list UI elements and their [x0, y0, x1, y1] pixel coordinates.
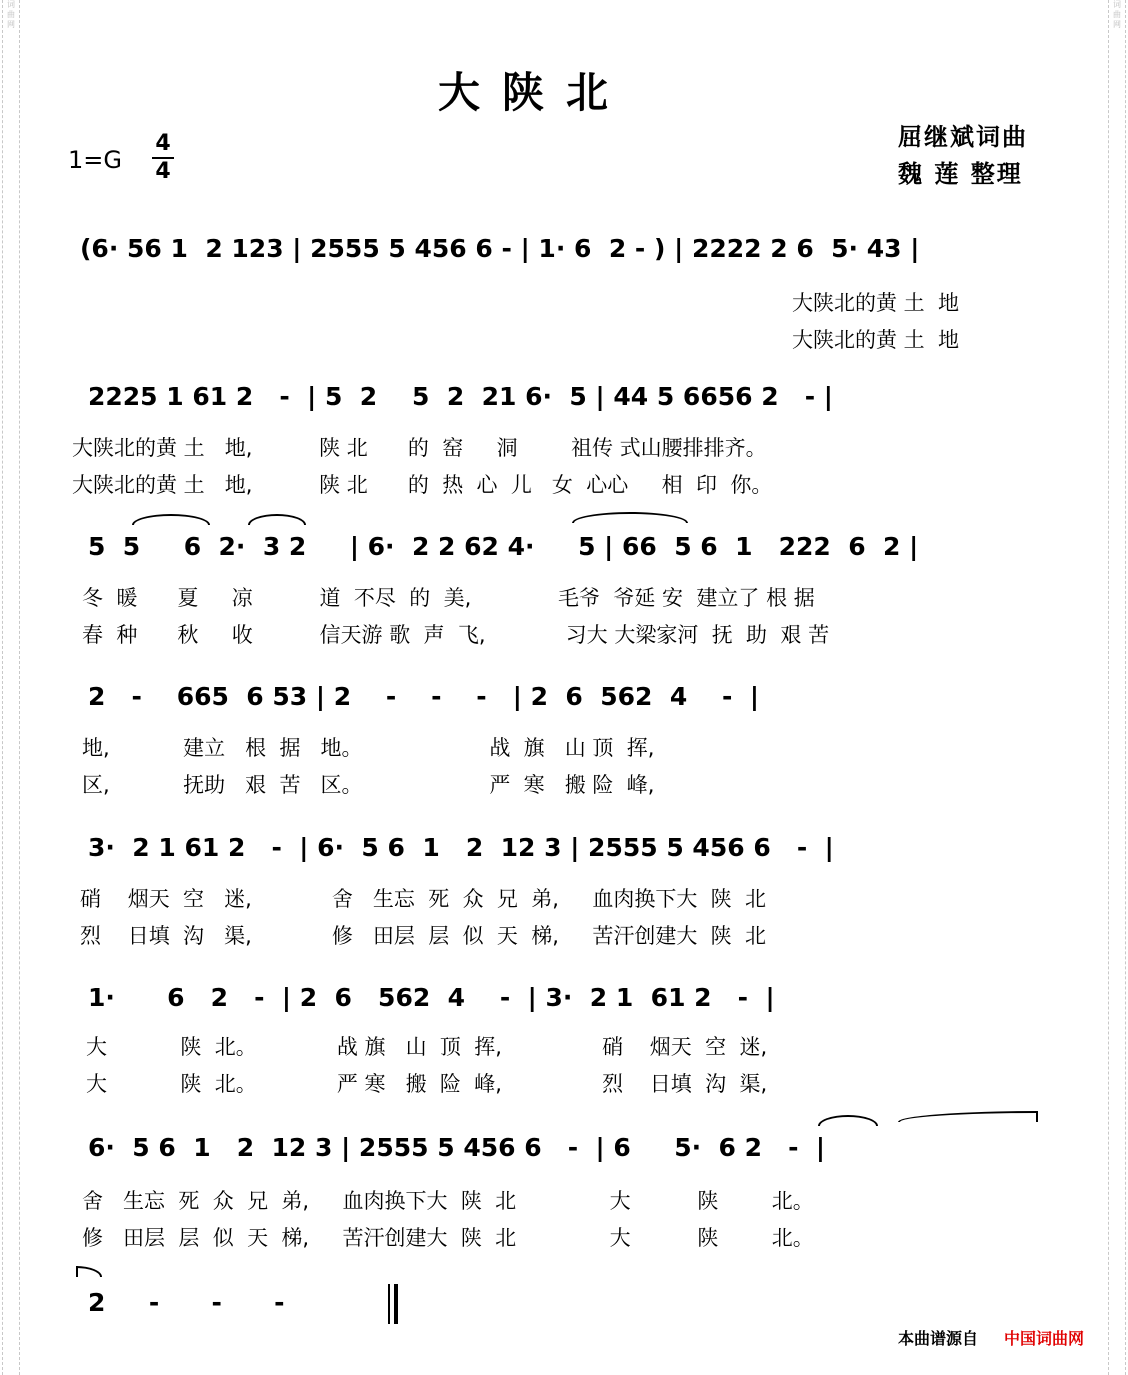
- notation-line-2: 2225 1 61 2 - | 5 2 5 2 21 6· 5 | 44 5 6656 2 - |: [88, 382, 833, 411]
- staff-line-5: [0, 829, 1128, 948]
- staff-line-8: [0, 1280, 1128, 1330]
- lyrics-line-4-verse-1: 地, 建立 根 据 地。 战 旗 山 顶 挥,: [82, 736, 655, 760]
- notation-line-4: 2 - 665 6 53 | 2 - - - | 2 6 562 4 - |: [88, 682, 759, 711]
- slur: [248, 514, 306, 525]
- time-top: 4: [155, 131, 171, 156]
- lyrics-line-1-verse-1: 大陕北的黄 土 地: [792, 291, 960, 315]
- lyrics-line-6-verse-2: 大 陕 北。 严 寒 搬 险 峰, 烈 日填 沟 渠,: [86, 1072, 768, 1096]
- lyrics-line-3-verse-1: 冬 暖 夏 凉 道 不尽 的 美, 毛爷 爷延 安 建立了 根 据: [82, 586, 815, 610]
- lyrics-line-4-verse-2: 区, 抚助 艰 苦 区。 严 寒 搬 险 峰,: [82, 773, 655, 797]
- final-barline-thin: [388, 1284, 390, 1324]
- notation-line-5: 3· 2 1 61 2 - | 6· 5 6 1 2 12 3 | 2555 5 456 6 - |: [88, 833, 834, 862]
- watermark-char: 网: [7, 20, 15, 29]
- final-barline-thick: [394, 1284, 398, 1324]
- staff-line-2: [0, 378, 1128, 497]
- lyrics-line-6-verse-1: 大 陕 北。 战 旗 山 顶 挥, 硝 烟天 空 迷,: [86, 1035, 768, 1059]
- lyrics-line-2-verse-2: 大陕北的黄 土 地, 陕 北 的 热 心 儿 女 心心 相 印 你。: [72, 473, 773, 497]
- notation-line-7: 6· 5 6 1 2 12 3 | 2555 5 456 6 - | 6 5· 6 2 - |: [88, 1133, 826, 1162]
- watermark-char: 词: [7, 0, 15, 9]
- lyrics-line-5-verse-2: 烈 日填 沟 渠, 修 田层 层 似 天 梯, 苦汗创建大 陕 北: [80, 924, 767, 948]
- slur: [818, 1115, 878, 1126]
- source-site: 中国词曲网: [1004, 1329, 1085, 1348]
- staff-line-1: [0, 230, 1128, 352]
- staff-line-4: [0, 678, 1128, 797]
- time-bottom: 4: [155, 159, 171, 184]
- arranger-credit: 魏 莲 整理: [898, 160, 1023, 188]
- source-label: 本曲谱源自: [898, 1329, 979, 1348]
- notation-intro: (6· 56 1 2 123 | 2555 5 456 6 - | 1· 6 2 - ) | 2222 2 6 5· 43 |: [80, 234, 920, 263]
- watermark-char: 曲: [1113, 10, 1121, 19]
- slur: [572, 512, 688, 523]
- composer-credit: 屈继斌词曲: [898, 123, 1028, 151]
- lyrics-line-7-verse-1: 舍 生忘 死 众 兄 弟, 血肉换下大 陕 北 大 陕 北。: [82, 1189, 814, 1213]
- time-signature: [152, 132, 174, 184]
- watermark-char: 词: [1113, 0, 1121, 9]
- slur: [132, 514, 210, 525]
- watermark-char: 曲: [7, 10, 15, 19]
- slur: [898, 1111, 1038, 1122]
- notation-line-3: 5 5 6 2· 3 2 | 6· 2 2 62 4· 5 | 66 5 6 1 222 6 2 |: [88, 532, 919, 561]
- song-title: 大陕北: [438, 68, 631, 117]
- notation-line-6: 1· 6 2 - | 2 6 562 4 - | 3· 2 1 61 2 - |: [88, 983, 775, 1012]
- lyrics-line-3-verse-2: 春 种 秋 收 信天游 歌 声 飞, 习大 大梁家河 抚 助 艰 苦: [82, 623, 830, 647]
- staff-line-7: [0, 1129, 1128, 1250]
- key-signature: 1=G: [68, 146, 122, 174]
- lyrics-line-5-verse-1: 硝 烟天 空 迷, 舍 生忘 死 众 兄 弟, 血肉换下大 陕 北: [80, 887, 767, 911]
- staff-line-6: [0, 979, 1128, 1096]
- slur-end: [76, 1266, 102, 1277]
- notation-line-8: 2 - - -: [88, 1288, 285, 1317]
- lyrics-line-1-verse-2: 大陕北的黄 土 地: [792, 328, 960, 352]
- lyrics-line-7-verse-2: 修 田层 层 似 天 梯, 苦汗创建大 陕 北 大 陕 北。: [82, 1226, 814, 1250]
- watermark-char: 网: [1113, 20, 1121, 29]
- lyrics-line-2-verse-1: 大陕北的黄 土 地, 陕 北 的 窑 洞 祖传 式山腰排排齐。: [72, 436, 767, 460]
- staff-line-3: [0, 528, 1128, 647]
